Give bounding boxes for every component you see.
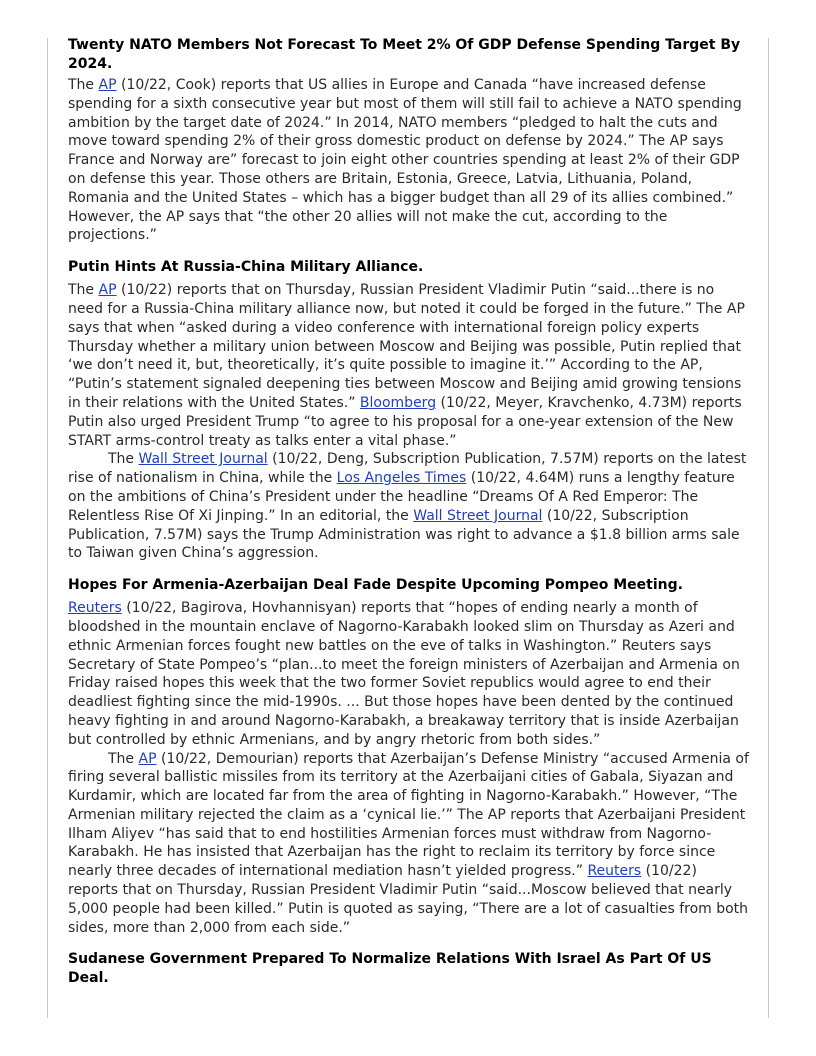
story-paragraph [68, 76, 750, 245]
story-headline: Sudanese Government Prepared To Normalize Relations With Israel As Part Of US Deal. [68, 951, 712, 987]
story-paragraph [68, 281, 750, 450]
story-nato-spending [68, 36, 750, 245]
source-link-reuters[interactable]: Reuters [68, 600, 122, 617]
source-link-wsj[interactable]: Wall Street Journal [138, 451, 268, 468]
text-run: The [68, 282, 99, 299]
text-run: (10/22, Cook) reports that US allies in Europe and Canada “have increased defense spending for a sixth consecutive year but most of them will still fail to achieve a NATO spending ambition by the target date of 2024.” In 2014, NATO members “pledged to halt the cuts and move toward spending 2% of their gross domestic product on defense by 2024.” The AP says France and Norway are” forecast to join eight other countries spending at least 2% of their GDP on defense this year. Those others are Britain, Estonia, Greece, Latvia, Lithuania, Poland, Romania and the United States – which has a bigger budget than all 29 of its allies combined.” However, the AP says that “the other 20 allies will not make the cut, according to the projections.” [68, 77, 742, 244]
story-sudan-israel [68, 950, 750, 988]
text-run: (10/22) reports that on Thursday, Russian President Vladimir Putin “said...Moscow believed that nearly 5,000 people had been killed.” Putin is quoted as saying, “There are a lot of casualties from both sides, more than 2,000 from each side.” [68, 863, 749, 936]
story-headline: Hopes For Armenia-Azerbaijan Deal Fade Despite Upcoming Pompeo Meeting. [68, 577, 683, 594]
source-link-wsj[interactable]: Wall Street Journal [413, 507, 543, 524]
story-headline: Twenty NATO Members Not Forecast To Meet 2% Of GDP Defense Spending Target By 2024. [68, 37, 741, 72]
left-margin-rule [47, 38, 48, 1018]
source-link-ap[interactable]: AP [138, 750, 157, 767]
text-run: (10/22, 4.64M) runs a lengthy feature on the ambitions of China’s President under the headline “Dreams Of A Red Emperor: The Relentless Rise Of Xi Jinping.” In an editorial, the [68, 470, 735, 524]
text-run: (10/22) reports that on Thursday, Russian President Vladimir Putin “said...there is no need for a Russia-China military alliance now, but noted it could be forged in the future.” The AP says that when “asked during a video conference with international foreign policy experts Thursday whether a military union between Moscow and Beijing was possible, Putin replied that ‘we don’t need it, but, theoretically, it’s quite possible to imagine it.’” According to the AP, “Putin’s statement signaled deepening ties between Moscow and Beijing amid growing tensions in their relations with the United States.” [68, 282, 745, 411]
story-paragraph [68, 450, 750, 563]
source-link-ap[interactable]: AP [98, 77, 117, 93]
source-link-ap[interactable]: AP [98, 282, 117, 299]
story-paragraph [68, 599, 750, 749]
text-run: The [108, 451, 139, 468]
story-putin-china [68, 258, 750, 563]
source-link-reuters[interactable]: Reuters [587, 863, 642, 880]
text-run: The [68, 77, 99, 93]
text-run: (10/22, Meyer, Kravchenko, 4.73M) reports Putin also urged President Trump “to agree to his proposal for a one-year extension of the New START arms-control treaty as talks enter a vital phase.” [68, 394, 742, 449]
text-run: (10/22, Subscription Publication, 7.57M) says the Trump Administration was right to advance a $1.8 billion arms sale to Taiwan given China’s aggression. [68, 507, 740, 562]
text-run: (10/22, Deng, Subscription Publication, 7.57M) reports on the latest rise of nationalism in China, while the [68, 451, 747, 487]
source-link-la-times[interactable]: Los Angeles Times [336, 470, 467, 487]
text-run: (10/22, Demourian) reports that Azerbaijan’s Defense Ministry “accused Armenia of firing several ballistic missiles from its territory at the Azerbaijani cities of Gabala, Siyazan and Kurdamir, which are located far from the area of fighting in Nagorno-Karabakh.” However, “The Armenian military rejected the claim as a ‘cynical lie.’” The AP reports that Azerbaijani President Ilham Aliyev “has said that to end hostilities Armenian forces must withdraw from Nagorno-Karabakh. He has insisted that Azerbaijan has the right to reclaim its territory by force since nearly three decades of international mediation hasn’t yielded progress.” [68, 750, 749, 880]
document-body [68, 36, 750, 1001]
story-paragraph [68, 750, 750, 938]
story-armenia-azerbaijan [68, 576, 750, 937]
story-headline: Putin Hints At Russia-China Military Alliance. [68, 259, 424, 276]
source-link-bloomberg[interactable]: Bloomberg [359, 394, 437, 411]
right-margin-rule [768, 38, 769, 1018]
text-run: (10/22, Bagirova, Hovhannisyan) reports that “hopes of ending nearly a month of bloodshed in the mountain enclave of Nagorno-Karabakh looked slim on Thursday as Azeri and ethnic Armenian forces fought new battles on the eve of talks in Washington.” Reuters says Secretary of State Pompeo’s “plan...to meet the foreign ministers of Azerbaijan and Armenia on Friday raised hopes this week that the two former Soviet republics would agree to end their deadliest fighting since the mid-1990s. ... But those hopes have been dented by the continued heavy fighting in and around Nagorno-Karabakh, a breakaway territory that is inside Azerbaijan but controlled by ethnic Armenians, and by angry rhetoric from both sides.” [68, 600, 740, 748]
text-run: The [108, 750, 139, 767]
